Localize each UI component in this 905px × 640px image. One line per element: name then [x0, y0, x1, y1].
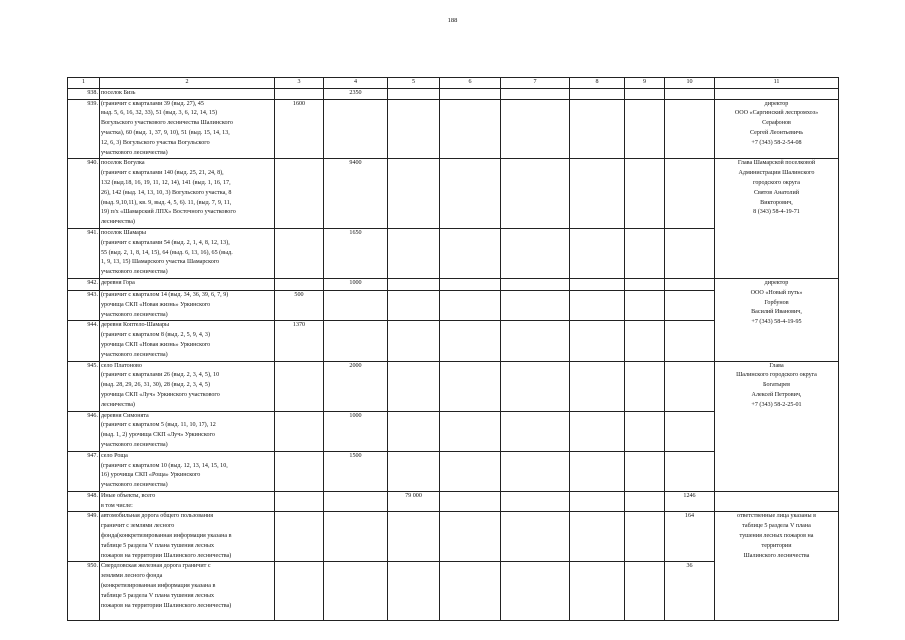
column-header: 2 — [100, 78, 275, 89]
cell-col4: 9400 — [324, 159, 388, 229]
cell-col7 — [501, 361, 570, 411]
cell-col5 — [388, 411, 440, 451]
cell-col8 — [570, 99, 625, 159]
cell-col6 — [440, 411, 501, 451]
cell-col8 — [570, 491, 625, 512]
cell-col9 — [625, 290, 665, 320]
row-number: 942. — [68, 278, 100, 290]
cell-col10: 36 — [665, 562, 715, 621]
cell-col10 — [665, 411, 715, 451]
row-number: 945. — [68, 361, 100, 411]
cell-col4 — [324, 512, 388, 562]
cell-col7 — [501, 512, 570, 562]
cell-col4: 1000 — [324, 411, 388, 451]
row-number: 941. — [68, 228, 100, 278]
cell-col9 — [625, 562, 665, 621]
cell-col4 — [324, 290, 388, 320]
cell-col6 — [440, 562, 501, 621]
row-number: 944. — [68, 321, 100, 361]
register-table — [67, 77, 839, 621]
object-description: автомобильная дорога общего пользования граничит с землями лесного фонда(конкретизированная информация указана в таблице 5 раздела V плана тушения лесных пожаров на территории Шалинского лесничества) — [100, 512, 275, 562]
table-row — [68, 512, 839, 562]
object-description: село Роща (граничит с кварталом 10 (выд. 12, 13, 14, 15, 10, 16) урочища СКП «Роща» Уркинского участкового лесничества) — [100, 451, 275, 491]
cell-col7 — [501, 278, 570, 290]
cell-col4 — [324, 321, 388, 361]
cell-col8 — [570, 228, 625, 278]
row-number: 947. — [68, 451, 100, 491]
cell-col3: 1600 — [275, 99, 324, 159]
page-number: 188 — [447, 17, 458, 24]
cell-col3 — [275, 361, 324, 411]
column-header: 9 — [625, 78, 665, 89]
cell-col6 — [440, 361, 501, 411]
object-description: поселок Бизь — [100, 88, 275, 99]
cell-col6 — [440, 159, 501, 229]
cell-col9 — [625, 228, 665, 278]
cell-col5 — [388, 321, 440, 361]
cell-col7 — [501, 491, 570, 512]
cell-col10 — [665, 451, 715, 491]
cell-col7 — [501, 321, 570, 361]
cell-col6 — [440, 88, 501, 99]
cell-col4 — [324, 99, 388, 159]
cell-col8 — [570, 278, 625, 290]
cell-col5 — [388, 88, 440, 99]
responsible-contact: ответственные лица указаны в таблице 5 раздела V плана тушения лесных пожаров на территории Шалинского лесничества — [715, 512, 839, 621]
cell-col5 — [388, 290, 440, 320]
cell-col3 — [275, 562, 324, 621]
object-description: Иные объекты, всего в том числе: — [100, 491, 275, 512]
cell-col10 — [665, 99, 715, 159]
row-number: 939. — [68, 99, 100, 159]
column-number-row — [68, 78, 839, 89]
cell-col7 — [501, 411, 570, 451]
cell-col4: 1500 — [324, 451, 388, 491]
cell-col7 — [501, 228, 570, 278]
cell-col3 — [275, 159, 324, 229]
cell-col7 — [501, 290, 570, 320]
cell-col6 — [440, 512, 501, 562]
cell-col11 — [715, 88, 839, 99]
cell-col3 — [275, 228, 324, 278]
cell-col8 — [570, 451, 625, 491]
cell-col3 — [275, 411, 324, 451]
cell-col9 — [625, 88, 665, 99]
cell-col5: 79 000 — [388, 491, 440, 512]
cell-col8 — [570, 88, 625, 99]
row-number: 943. — [68, 290, 100, 320]
row-number: 940. — [68, 159, 100, 229]
cell-col10 — [665, 290, 715, 320]
cell-col8 — [570, 159, 625, 229]
cell-col10 — [665, 321, 715, 361]
cell-col6 — [440, 99, 501, 159]
table-row — [68, 361, 839, 411]
cell-col10: 1246 — [665, 491, 715, 512]
cell-col6 — [440, 491, 501, 512]
cell-col6 — [440, 278, 501, 290]
table-row — [68, 159, 839, 229]
object-description: Свердловская железная дорога граничит с землями лесного фонда (конкретизированная информация указана в таблице 5 раздела V плана тушения лесных пожаров на территории Шалинского лесничества) — [100, 562, 275, 621]
object-description: (граничит с кварталом 14 (выд. 34, 36, 39, 6, 7, 9) урочища СКП «Новая жизнь» Уркинского участкового лесничества) — [100, 290, 275, 320]
responsible-contact: Глава Шамарской поселковой Администрации Шалинского городского округа Святов Анатолий Викторович, 8 (343) 58-4-19-71 — [715, 159, 839, 279]
cell-col5 — [388, 278, 440, 290]
cell-col5 — [388, 361, 440, 411]
object-description: деревня Симонята (граничит с кварталом 5 (выд. 11, 10, 17), 12 (выд. 1, 2) урочища СКП «Луч» Уркинского участкового лесничества) — [100, 411, 275, 451]
cell-col9 — [625, 99, 665, 159]
cell-col9 — [625, 451, 665, 491]
column-header: 8 — [570, 78, 625, 89]
object-description: деревня Коптело-Шамары (граничит с кварталом 8 (выд. 2, 5, 9, 4, 3) урочища СКП «Новая жизнь» Уркинского участкового лесничества) — [100, 321, 275, 361]
column-header: 11 — [715, 78, 839, 89]
object-description: (граничит с кварталами 39 (выд. 27), 45 выд. 5, 6, 16, 32, 33), 51 (выд. 3, 6, 12, 14, 15) Вогульского участкового лесничества Шалинского участка), 60 (выд. 1, 37, 9, 10), 51 (выд. 15, 14, 13, 12, 6, 3) Вогульского участка Вогульского участкового лесничества) — [100, 99, 275, 159]
column-header: 1 — [68, 78, 100, 89]
responsible-contact: директор ООО «Саргинский леспромхоз» Серафонов Сергей Леонтьевичь +7 (343) 58-2-54-08 — [715, 99, 839, 159]
cell-col3 — [275, 278, 324, 290]
cell-col9 — [625, 491, 665, 512]
cell-col7 — [501, 159, 570, 229]
row-number: 949. — [68, 512, 100, 562]
cell-col5 — [388, 562, 440, 621]
cell-col5 — [388, 451, 440, 491]
column-header: 5 — [388, 78, 440, 89]
cell-col11 — [715, 491, 839, 512]
cell-col4: 1000 — [324, 278, 388, 290]
object-description: село Платоново (граничит с кварталами 26 (выд. 2, 3, 4, 5), 10 (выд. 28, 29, 26, 31, 30), 28 (выд. 2, 3, 4, 5) урочища СКП «Луч» Уркинского участкового лесничества) — [100, 361, 275, 411]
cell-col9 — [625, 512, 665, 562]
cell-col7 — [501, 99, 570, 159]
cell-col4: 2000 — [324, 361, 388, 411]
object-description: поселок Шамары (граничит с кварталами 54 (выд. 2, 1, 4, 8, 12, 13), 55 (выд. 2, 1, 8, 14, 15), 64 (выд. 6, 13, 16), 65 (выд. 1, 9, 13, 15) Шамарского участка Шамарского участкового лесничества) — [100, 228, 275, 278]
table-row — [68, 88, 839, 99]
column-header: 3 — [275, 78, 324, 89]
column-header: 4 — [324, 78, 388, 89]
cell-col6 — [440, 290, 501, 320]
cell-col9 — [625, 278, 665, 290]
column-header: 6 — [440, 78, 501, 89]
cell-col7 — [501, 88, 570, 99]
cell-col4: 1650 — [324, 228, 388, 278]
table-row — [68, 278, 839, 290]
cell-col10 — [665, 88, 715, 99]
cell-col4 — [324, 491, 388, 512]
cell-col6 — [440, 451, 501, 491]
cell-col10 — [665, 228, 715, 278]
cell-col8 — [570, 562, 625, 621]
cell-col5 — [388, 159, 440, 229]
cell-col10 — [665, 159, 715, 229]
cell-col10 — [665, 361, 715, 411]
cell-col7 — [501, 562, 570, 621]
cell-col5 — [388, 99, 440, 159]
cell-col9 — [625, 321, 665, 361]
cell-col7 — [501, 451, 570, 491]
cell-col3 — [275, 491, 324, 512]
cell-col8 — [570, 290, 625, 320]
cell-col8 — [570, 512, 625, 562]
cell-col5 — [388, 512, 440, 562]
responsible-contact: директор ООО «Новый путь» Горбунов Василий Иванович, +7 (343) 58-4-19-95 — [715, 278, 839, 361]
cell-col3: 1370 — [275, 321, 324, 361]
cell-col4: 2350 — [324, 88, 388, 99]
cell-col6 — [440, 321, 501, 361]
table-row — [68, 491, 839, 512]
object-description: деревня Гора — [100, 278, 275, 290]
cell-col6 — [440, 228, 501, 278]
row-number: 948. — [68, 491, 100, 512]
cell-col10: 164 — [665, 512, 715, 562]
column-header: 10 — [665, 78, 715, 89]
cell-col9 — [625, 159, 665, 229]
row-number: 946. — [68, 411, 100, 451]
cell-col10 — [665, 278, 715, 290]
responsible-contact: Глава Шалинского городского округа Богатырев Алексей Петрович, +7 (343) 58-2-25-01 — [715, 361, 839, 491]
cell-col4 — [324, 562, 388, 621]
cell-col8 — [570, 411, 625, 451]
cell-col8 — [570, 321, 625, 361]
cell-col9 — [625, 361, 665, 411]
cell-col3 — [275, 88, 324, 99]
cell-col8 — [570, 361, 625, 411]
table-row — [68, 99, 839, 159]
cell-col3 — [275, 451, 324, 491]
object-description: поселок Вогулка (граничит с кварталами 140 (выд. 25, 21, 24, 8), 132 (выд.18, 16, 19, 11, 12, 14), 141 (выд. 1, 16, 17, 26), 142 (выд. 14, 13, 10, 3) Вогульского участка, 8 (выд. 9,10,11), кв. 9, выд. 4, 5, 6). 11, (выд. 7, 9, 11, 19) п/х «Шамарский ЛПХ» Восточного участкового лесничества) — [100, 159, 275, 229]
cell-col9 — [625, 411, 665, 451]
row-number: 938. — [68, 88, 100, 99]
cell-col3 — [275, 512, 324, 562]
row-number: 950. — [68, 562, 100, 621]
cell-col5 — [388, 228, 440, 278]
column-header: 7 — [501, 78, 570, 89]
cell-col3: 500 — [275, 290, 324, 320]
